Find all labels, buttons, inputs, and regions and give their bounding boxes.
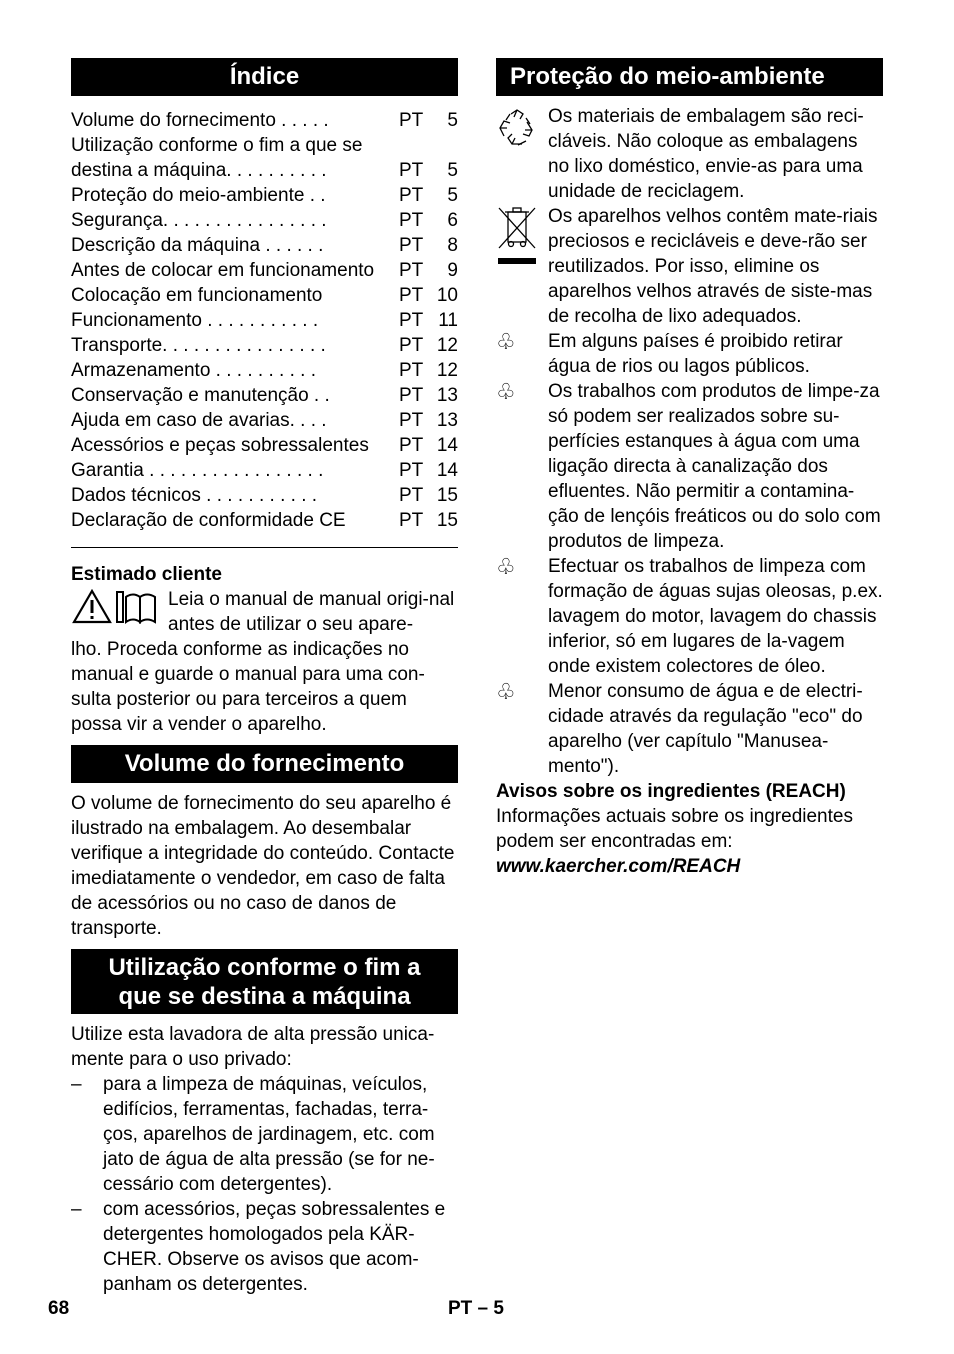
toc-entry[interactable] [71, 458, 458, 483]
toc-entry-title: Segurança. . . . . . . . . . . . . . . . [71, 210, 327, 231]
dash-bullet: – [71, 1199, 82, 1220]
environment-note [496, 329, 883, 379]
environment-note-text: Menor consumo de água e de electri-cidade através da regulação "eco" do aparelho (ver capítulo "Manusea-mento"). [548, 681, 863, 777]
reach-heading: Avisos sobre os ingredientes (REACH) [496, 781, 846, 802]
divider [71, 547, 458, 548]
toc-entry[interactable] [71, 133, 458, 183]
index-title: Índice [71, 58, 458, 96]
toc-entry-lang: PT [399, 360, 424, 381]
list-item-text: com acessórios, peças sobressalentes e detergentes homologados pela KÄR-CHER. Observe os avisos que acom-panham os detergentes. [103, 1199, 446, 1295]
toc-entry-title: Ajuda em caso de avarias. . . . [71, 410, 327, 431]
toc-entry-lang: PT [399, 210, 424, 231]
toc-entry-title: Declaração de conformidade CE [71, 510, 346, 531]
environment-note-text: Efectuar os trabalhos de limpeza com formação de águas sujas oleosas, p.ex. lavagem do motor, lavagem do chassis inferior, só em lugares de la-vagem onde existem colectores de óleo. [548, 556, 883, 677]
left-column [71, 58, 458, 1297]
environment-title: Proteção do meio-ambiente [496, 58, 883, 96]
toc-entry-lang: PT [399, 235, 424, 256]
packaging-note [496, 104, 883, 204]
toc-entry-title: Utilização conforme o fim a que se destina a máquina. . . . . . . . . . [71, 135, 363, 181]
toc-entry-page: 8 [447, 235, 458, 256]
toc-entry-title: Dados técnicos . . . . . . . . . . . [71, 485, 318, 506]
customer-text-rest: lho. Proceda conforme as indicações no manual e guarde o manual para uma con-sulta posterior ou para terceiros a quem possa vir a vender o aparelho. [71, 639, 425, 735]
toc-entry-title: Proteção do meio-ambiente . . [71, 185, 326, 206]
toc-entry-lang: PT [399, 335, 424, 356]
environment-note-text: Em alguns países é proibido retirar água de rios ou lagos públicos. [548, 331, 843, 377]
toc-entry[interactable] [71, 508, 458, 533]
toc-entry-page: 13 [436, 385, 458, 406]
packaging-text: Os materiais de embalagem são reci-cláveis. Não coloque as embalagens no lixo doméstico, envie-as para uma unidade de reciclagem. [548, 106, 864, 202]
recycle-icon [496, 108, 538, 150]
toc-entry-page: 5 [447, 110, 458, 131]
toc-entry-lang: PT [399, 260, 424, 281]
clover-icon: ♧ [496, 379, 516, 404]
customer-notice [71, 587, 458, 737]
toc-entry-page: 12 [436, 360, 458, 381]
clover-icon: ♧ [496, 679, 516, 704]
toc-entry-title: Colocação em funcionamento [71, 285, 323, 306]
toc-entry-title: Volume do fornecimento . . . . . [71, 110, 329, 131]
toc-entry-title: Descrição da máquina . . . . . . [71, 235, 324, 256]
toc-entry[interactable] [71, 383, 458, 408]
toc-entry-lang: PT [399, 310, 424, 331]
customer-heading: Estimado cliente [71, 564, 222, 585]
list-item [71, 1072, 458, 1197]
toc-entry-title: Armazenamento . . . . . . . . . . [71, 360, 316, 381]
toc-entry[interactable] [71, 108, 458, 133]
old-devices-note [496, 204, 883, 329]
toc-entry-lang: PT [399, 485, 424, 506]
use-intro: Utilize esta lavadora de alta pressão unica-mente para o uso privado: [71, 1024, 435, 1070]
toc-entry[interactable] [71, 283, 458, 308]
use-title [71, 949, 458, 1014]
toc-entry-page: 5 [447, 160, 458, 181]
toc-entry-lang: PT [399, 435, 424, 456]
old-devices-text: Os aparelhos velhos contêm mate-riais preciosos e recicláveis e deve-rão ser reutilizados. Por isso, elimine os aparelhos velhos através de siste-mas de recolha de lixo adequados. [548, 206, 878, 327]
toc-entry[interactable] [71, 408, 458, 433]
use-title-line2: que se destina a máquina [118, 983, 411, 1010]
toc-entry-page: 13 [436, 410, 458, 431]
toc-entry-page: 10 [436, 285, 458, 306]
dash-bullet: – [71, 1074, 82, 1095]
toc-entry[interactable] [71, 233, 458, 258]
toc-entry[interactable] [71, 258, 458, 283]
toc-entry-page: 14 [436, 460, 458, 481]
toc-entry-title: Funcionamento . . . . . . . . . . . [71, 310, 319, 331]
toc-entry-page: 6 [447, 210, 458, 231]
toc-entry-title: Acessórios e peças sobressalentes [71, 435, 369, 456]
section-page: PT – 5 [448, 1298, 504, 1319]
reach-text: Informações actuais sobre os ingredientes podem ser encontradas em: [496, 806, 853, 852]
clover-icon: ♧ [496, 554, 516, 579]
toc-entry[interactable] [71, 333, 458, 358]
environment-note [496, 379, 883, 554]
right-column [496, 58, 883, 879]
environment-note-text: Os trabalhos com produtos de limpe-za só podem ser realizados sobre su-perfícies estanques à água com uma ligação directa à canalização dos efluentes. Não permitir a contamina-ção de lençóis freáticos ou do solo com produtos de limpeza. [548, 381, 881, 552]
page-number: 68 [48, 1298, 70, 1319]
toc-entry-page: 15 [436, 510, 458, 531]
toc-entry-title: Transporte. . . . . . . . . . . . . . . . [71, 335, 326, 356]
toc-entry-lang: PT [399, 510, 424, 531]
toc-entry-lang: PT [399, 185, 424, 206]
use-title-line1: Utilização conforme o fim a [108, 954, 421, 981]
use-list [71, 1072, 458, 1297]
toc-entry-lang: PT [399, 160, 424, 181]
toc-entry[interactable] [71, 208, 458, 233]
environment-note [496, 554, 883, 679]
toc-entry-lang: PT [399, 460, 424, 481]
crossed-bin-icon [496, 206, 540, 266]
toc-entry-page: 5 [447, 185, 458, 206]
toc-entry[interactable] [71, 433, 458, 458]
toc-entry-title: Garantia . . . . . . . . . . . . . . . . . [71, 460, 324, 481]
clover-icon: ♧ [496, 329, 516, 354]
table-of-contents [71, 108, 458, 533]
delivery-text: O volume de fornecimento do seu aparelho é ilustrado na embalagem. Ao desembalar verifique a integridade do conteúdo. Contacte imediatamente o vendedor, em caso de falta de acessórios ou no caso de danos de transporte. [71, 793, 455, 939]
reach-link[interactable]: www.kaercher.com/REACH [496, 856, 741, 877]
environment-note [496, 679, 883, 779]
delivery-title: Volume do fornecimento [71, 745, 458, 783]
list-item-text: para a limpeza de máquinas, veículos, edifícios, ferramentas, fachadas, terra-ços, aparelhos de jardinagem, etc. com jato de água de alta pressão (se for ne-cessário com detergentes). [103, 1074, 435, 1195]
toc-entry-title: Antes de colocar em funcionamento [71, 260, 375, 281]
toc-entry-title: Conservação e manutenção . . [71, 385, 330, 406]
toc-entry-lang: PT [399, 285, 424, 306]
list-item [71, 1197, 458, 1297]
toc-entry-page: 15 [436, 485, 458, 506]
toc-entry-lang: PT [399, 410, 424, 431]
toc-entry[interactable] [71, 183, 458, 208]
toc-entry[interactable] [71, 308, 458, 333]
toc-entry-lang: PT [399, 110, 424, 131]
toc-entry[interactable] [71, 483, 458, 508]
toc-entry-page: 14 [436, 435, 458, 456]
toc-entry-lang: PT [399, 385, 424, 406]
toc-entry-page: 11 [438, 310, 458, 331]
toc-entry[interactable] [71, 358, 458, 383]
warning-manual-icon [71, 589, 163, 625]
customer-text-first: Leia o manual de manual origi-nal antes de utilizar o seu apare- [168, 589, 455, 635]
toc-entry-page: 9 [447, 260, 458, 281]
toc-entry-page: 12 [436, 335, 458, 356]
